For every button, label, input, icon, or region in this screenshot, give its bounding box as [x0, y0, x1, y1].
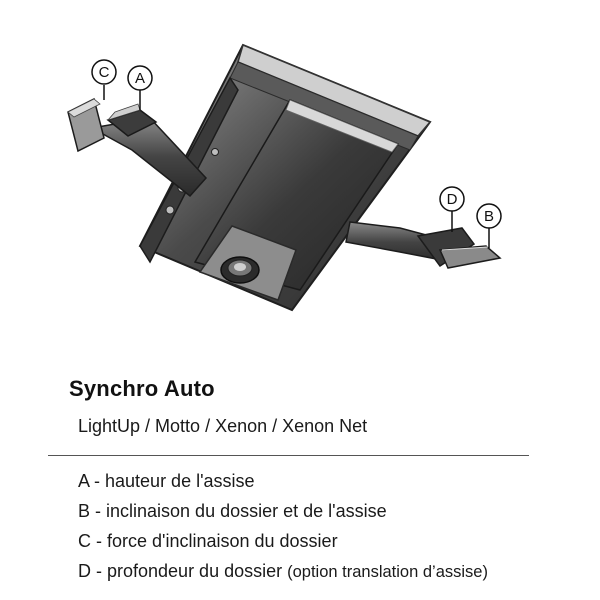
svg-text:D: D	[446, 191, 458, 208]
legend-text: D - profondeur du dossier	[78, 561, 283, 581]
svg-text:B: B	[483, 208, 495, 225]
legend-text: B - inclinaison du dossier et de l'assise	[78, 501, 387, 521]
adjustment-legend	[78, 469, 488, 589]
legend-item-a	[78, 469, 488, 499]
legend-item-d	[78, 559, 488, 589]
legend-item-b	[78, 499, 488, 529]
legend-text: A - hauteur de l'assise	[78, 471, 255, 491]
lever-b-d	[346, 222, 500, 268]
callout-c	[92, 60, 116, 84]
divider	[48, 455, 529, 456]
lever-a-c	[68, 99, 206, 196]
legend-item-c	[78, 529, 488, 559]
product-title: Synchro Auto	[69, 376, 215, 401]
callout-a	[128, 66, 152, 90]
callout-b	[477, 204, 501, 228]
product-models: LightUp / Motto / Xenon / Xenon Net	[78, 416, 368, 436]
legend-text: C - force d'inclinaison du dossier	[78, 531, 338, 551]
legend-note: (option translation d’assise)	[287, 563, 488, 581]
callout-d	[440, 187, 464, 211]
svg-text:C: C	[98, 64, 110, 81]
svg-text:A: A	[134, 70, 146, 87]
